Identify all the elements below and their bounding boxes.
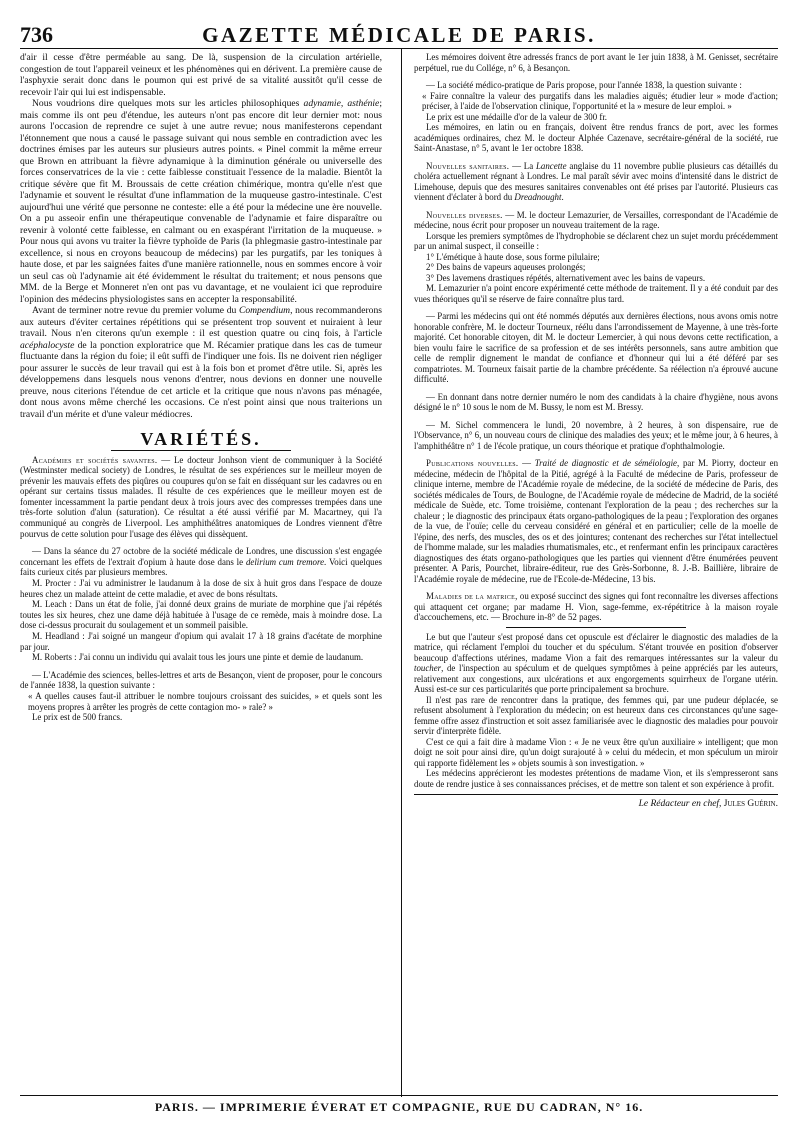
paragraph: Il n'est pas rare de rencontrer dans la pratique, des femmes qui, par une pudeur déplacée, se refusent absolument à l'exploration du médecin; on est heureux dans ces circonstances qu'une sage-femme offre assez d'instruction et soit assez familiarisée avec le diagnostic des maladies pour pouvoir servir d'interprète fidèle.	[414, 694, 778, 736]
right-column	[414, 52, 778, 1097]
page-header	[20, 18, 778, 49]
printer-footer: PARIS. — IMPRIMERIE ÉVERAT ET COMPAGNIE, RUE DU CADRAN, N° 16.	[20, 1095, 778, 1115]
paragraph: Les mémoires, en latin ou en français, doivent être rendus francs de port, avec les formes académiques ordinaires, chez M. le docteur Alphée Cazenave, secrétaire-général de la société, rue Saint-Anastase, n° 5, avant le 1er octobre 1838.	[414, 122, 778, 153]
journal-title: GAZETTE MÉDICALE DE PARIS.	[202, 23, 596, 47]
paragraph: — La société médico-pratique de Paris propose, pour l'année 1838, la question suivante :	[426, 80, 742, 90]
paragraph: d'air il cesse d'être perméable au sang. De là, suspension de la circulation artérielle, congestion de tout l'appareil veineux et les phénomènes qui en dérivent. La première cause de l'asphyxie serait donc dans le poumon qui est privé de sa vitalité aussitôt qu'il cesse de recevoir l'air qui lui est indispensable.	[20, 52, 382, 98]
section-heading-varietes: VARIÉTÉS.	[140, 429, 262, 449]
paragraph: M. Lemazurier n'a point encore expérimenté cette méthode de traitement. Il y a été conduit par des vues théoriques qu'il se réserve de faire connaître plus tard.	[414, 283, 778, 304]
paragraph: Avant de terminer notre revue du premier volume du Compendium, nous recommanderons aux auteurs d'éviter certaines répétitions qui se présentent trop souvent et nuiraient à leur travail. Nous n'en citerons qu'un exemple : il est question quatre ou cinq fois, à l'article acéphalocyste de la ponction exploratrice que M. Récamier pratique dans les cas de tumeur fluctuante dans la région du foie; il eût suffi de l'indiquer une fois. Ils ne doivent rien négliger pour assurer le succès de leur travail qui est à la fois bon et promet d'être utile. Si, après les développemens dans lesquels nous venons d'entrer, nous devions en donner une nouvelle preuve, nous citerions l'étendue de cet article et la critique que nous n'avons pas ménagée, dont nous avons même cherché les occasions. Ce n'est point ainsi que nous traiterions un travail d'un mérite et d'une valeur médiocres.	[20, 305, 382, 420]
page-number: 736	[20, 22, 53, 47]
paragraph: Le prix est une médaille d'or de la valeur de 300 fr.	[426, 111, 608, 122]
paragraph: Nouvelles sanitaires. — La Lancette anglaise du 11 novembre publie plusieurs cas détaillés du choléra actuellement régnant à Londres. Le mal paraît sévir avec moins d'intensité dans le district de Limehouse, depuis que des mesures sanitaires convenables ont été prises par l'autorité. Plusieurs cas viennent d'éclater à bord du Dreadnought.	[414, 160, 778, 202]
list-item: 1° L'émétique à haute dose, sous forme pilulaire;	[426, 251, 600, 262]
paragraph: M. Procter : J'ai vu administrer le laudanum à la dose de six à huit gros dans l'espace de douze heures chez un malade atteint de cette maladie, et avec de bons résultats.	[20, 578, 382, 599]
paragraph: — L'Académie des sciences, belles-lettres et arts de Besançon, vient de proposer, pour le concours de l'année 1838, la question suivante :	[20, 669, 382, 691]
paragraph: Les médecins apprécieront les modestes prétentions de madame Vion, et ils s'empresseront sans doute de rendre justice à ses connaissances précises, et de mettre son talent et son expérience à profit.	[414, 768, 778, 789]
columns	[20, 49, 778, 1101]
paragraph: — Dans la séance du 27 octobre de la société médicale de Londres, une discussion s'est engagée concernant les effets de l'extrait d'opium à haute dose dans le delirium cum tremore. Voici quelques faits curieux cités par plusieurs membres.	[20, 546, 382, 578]
left-column	[20, 52, 382, 1097]
paragraph: M. Roberts : J'ai connu un individu qui avalait tous les jours une pinte et demie de laudanum.	[32, 652, 364, 663]
divider	[506, 627, 686, 628]
paragraph: Nouvelles diverses. — M. le docteur Lemazurier, de Versailles, correspondant de l'Académie de médecine, nous écrit pour proposer un nouveau traitement de la rage.	[414, 209, 778, 230]
editor-signature: Le Rédacteur en chef, Jules Guérin.	[638, 799, 778, 809]
paragraph: Lorsque les premiers symptômes de l'hydrophobie se déclarent chez un sujet mordu précédemment par un animal suspect, il conseille :	[414, 230, 778, 251]
divider	[414, 794, 778, 795]
quote: « Faire connaître la valeur des purgatifs dans les maladies aiguës; étudier leur » mode d'action; préciser, à l'aide de l'observation clinique, l'opportunité et la » mesure de leur emploi. »	[422, 90, 778, 111]
paragraph: Maladies de la matrice, ou exposé succinct des signes qui font reconnaître les diverses affections qui attaquent cet organe; par madame H. Vion, sage-femme, ex-répétitrice à la maison royale d'accouchemens, etc. — Brochure in-8° de 52 pages.	[414, 591, 778, 622]
paragraph: Publications nouvelles. — Traité de diagnostic et de séméiologie, par M. Piorry, docteur en médecine, médecin de l'hôpital de la Pitié, agrégé à la Faculté de médecine de Paris, professeur de clinique interne, membre de l'Académie royale de médecine, de la société de médecine de Paris, des sociétés médicales de Tours, de Boulogne, de l'Académie royale de médecine de Madrid, de la société médicale de Suède, etc. Tome troisième, contenant l'exploration de la peau ; des recherches sur la chaleur ; le diagnostic des principaux états organo-pathologiques de la peau ; l'exploration des organes de la vue, de l'ouïe; celle du cerveau considéré en général et en particulier; celle de la moelle de l'épine, des nerfs, des muscles, des os et des jointures; contenant des recherches sur l'état intellectuel de l'homme malade, sur les maladies rhumatismales, etc., et renfermant enfin les principaux caractères diagnostiques des états organo-pathologiques que les parties qui viennent d'être énumérées peuvent présenter. A Paris, Pourchet, libraire-éditeur, rue des Grès-Sorbonne, 8. J.-B. Baillière, libraire de l'Académie royale de médecine, rue de l'Ecole-de-Médecine, 13 bis.	[414, 458, 778, 584]
paragraph: M. Headland : J'ai soigné un mangeur d'opium qui avalait 17 à 18 grains d'acétate de morphine par jour.	[20, 631, 382, 652]
paragraph: M. Leach : Dans un état de folie, j'ai donné deux grains de muriate de morphine que j'ai répétés toutes les six heures, chez une dame déjà habituée à l'usage de ce remède, mais à moindre dose. La dose ci-dessus procurait du soulagement et un sommeil paisible.	[20, 599, 382, 631]
paragraph: — Parmi les médecins qui ont été nommés députés aux dernières élections, nous avons omis notre honorable confrère, M. le docteur Tourneux, réélu dans l'arrondissement de Mayenne, à une très-forte majorité. Cet honorable citoyen, dit M. le docteur Lemercier, à qui nous devons cette rectification, a bien voulu faire le sacrifice de sa profession et de ses intérêts personnels, sans autre ambition que celle de remplir dignement le mandat de confiance et d'honneur qui lui a été déféré par ses compatriotes. M. Tourneux faisait partie de la chambre précédente. Sa réélection n'a éprouvé aucune difficulté.	[414, 311, 778, 384]
paragraph: Les mémoires doivent être adressés francs de port avant le 1er juin 1838, à M. Genisset, secrétaire perpétuel, rue du Collége, n° 6, à Besançon.	[414, 52, 778, 73]
quote: « A quelles causes faut-il attribuer le nombre toujours croissant des suicides, » et quels sont les moyens propres à arrêter les progrès de cette contagion mo- » rale? »	[28, 690, 382, 712]
list-item: 3° Des lavemens drastiques répétés, alternativement avec les bains de vapeurs.	[426, 272, 706, 283]
paragraph: Le but que l'auteur s'est proposé dans cet opuscule est d'éclairer le diagnostic des maladies de la matrice, qui réclament l'emploi du toucher et du spéculum. S'étant trouvée en position d'observer beaucoup d'affections utérines, madame Vion a fait des remarques intéressantes sur la valeur du toucher, de l'inspection au spéculum et de quelques symptômes à peine appréciés par les auteurs, relativement aux congestions, aux ulcérations et aux engorgements squirrheux de l'organe utérin. Aussi est-ce sur ces particularités que porte principalement sa brochure.	[414, 631, 778, 694]
column-divider	[401, 49, 402, 1097]
paragraph: — En donnant dans notre dernier numéro le nom des candidats à la chaire d'hygiène, nous avons désigné le n° 10 sous le nom de M. Bussy, le nom est M. Bressy.	[414, 391, 778, 412]
divider	[111, 450, 291, 451]
paragraph: — M. Sichel commencera le lundi, 20 novembre, à 2 heures, à son dispensaire, rue de l'Observance, n° 6, un nouveau cours de clinique des maladies des yeux; et le même jour, à 6 heures, à l'amphithéâtre n° 1 de l'école pratique, un cours théorique et pratique d'ophthalmologie.	[414, 419, 778, 451]
list-item: 2° Des bains de vapeurs aqueuses prolongés;	[426, 262, 586, 272]
paragraph: Académies et sociétés savantes. — Le docteur Jonhson vient de communiquer à la Société (Westminster medical society) de Londres, le résultat de ses expériences sur le meilleur moyen de prévenir les mauvais effets des piqûres ou coupures qu'on se fait en disséquant sur les cadavres ou en opérant sur certains tissus malades. Il résulte de ces expériences que le meilleur moyen est de fomenter incessamment la partie pendant deux à trois jours avec des compresses trempées dans une très-forte solution d'alun (saturation). Ce résultat a été aussi vérifié par M. Macartney, qui l'a communiqué au congrès de Liverpool. Les amphithéâtres anatomiques de Londres viennent d'être pourvus de cette solution pour l'usage des élèves qui dissèquent.	[20, 454, 382, 539]
paragraph: Le prix est de 500 francs.	[32, 712, 123, 723]
paragraph: C'est ce qui a fait dire à madame Vion : « Je ne veux être qu'un auxiliaire » intelligent; que mon doigt ne soit pour ainsi dire, qu'un doigt surajouté à » celui du médecin, et mon spéculum un miroir qui rapporte fidèlement les » objets soumis à son investigation. »	[414, 736, 778, 768]
paragraph: Nous voudrions dire quelques mots sur les articles philosophiques adynamie, asthénie; mais comme ils ont peu d'étendue, les auteurs n'ont pas encore dit leur dernier mot: nous aurons l'occasion de reprendre ce sujet à une autre revue; nous manifesterons cependant l'étonnement que nous a causé le passage suivant qui nous semble en contradiction avec les doctrines émises par les auteurs sur plusieurs autres points. « Pinel commit la même erreur que Brown en attribuant la fièvre adynamique à la diminution générale ou universelle des forces conservatrices de la vie : cette faiblesse constituait l'essence de la maladie. Bientôt la critique sévère que fit M. Broussais de cette création chimérique, montra qu'elle n'est que l'adynamie et souvent le résultat d'une inflammation de la muqueuse gastro-intestinale. C'est aujourd'hui une vérité que personne ne conteste: elle a été pour la médecine une ère nouvelle. On a pu asseoir enfin une thérapeutique convenable de l'adynamie et faire disparaître ou revenir à volonté cette faiblesse, en calmant ou en exaspérant l'irritation de la muqueuse. » Pour nous qui avons vu traiter la fièvre typhoïde de Paris (la phlegmasie gastro-intestinale par excellence, si nous en croyons beaucoup de médecins) par les purgatifs, par les toniques à haute dose, et par les saignées faites d'une manière rationnelle, nous en sommes encore à voir un seul cas où l'adynamie ait été évidemment le résultat du traitement; et nous pensons que MM. de la Berge et Monneret n'en ont pas vu davantage, et ne voulaient ici que reproduire l'opinion des médecins physiologistes sans en accepter la responsabilité.	[20, 98, 382, 305]
